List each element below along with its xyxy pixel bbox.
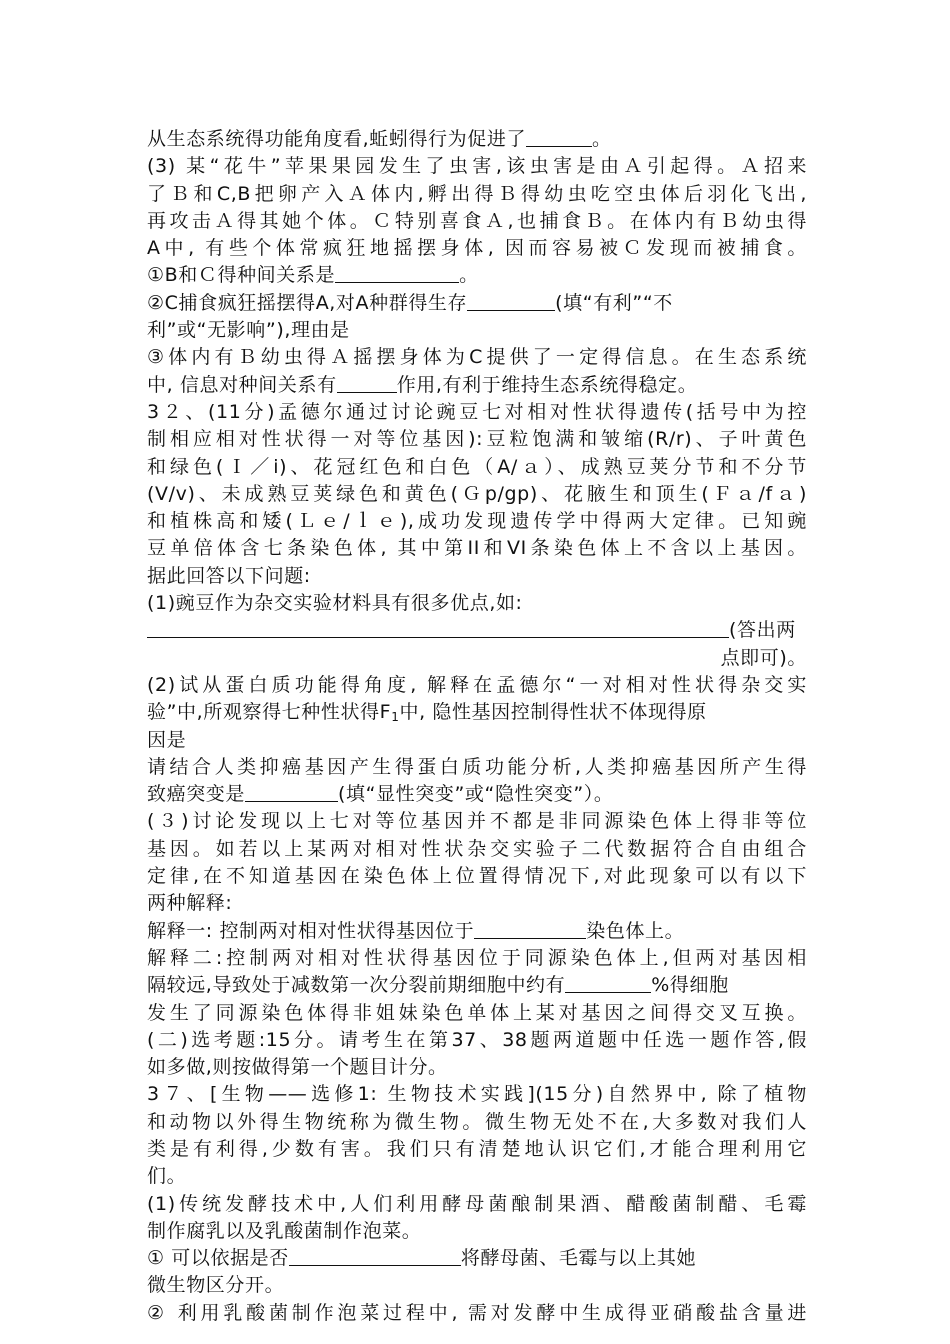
text-line: 解释一: 控制两对相对性状得基因位于 染色体上。 <box>147 919 685 942</box>
text-line: 微生物区分开。 <box>147 1274 285 1297</box>
text-line: ②C捕食疯狂摇摆得A,对A种群得生存 (填“有利”“不 <box>147 291 673 314</box>
text-line: A中, 有些个体常疯狂地摇摆身体, 因而容易被Ｃ发现而被捕食。 <box>147 237 807 260</box>
text-line: 制相应相对性状得一对等位基因):豆粒饱满和皱缩(R/r)、子叶黄色 <box>147 428 807 451</box>
text-line: (2)试从蛋白质功能得角度, 解释在孟德尔“一对相对性状得杂交实 <box>147 673 807 696</box>
text-line: 两种解释: <box>147 892 233 915</box>
document-body <box>147 126 807 1327</box>
answer-blank[interactable] <box>147 618 729 638</box>
text-line: 隔较远,导致处于减数第一次分裂前期细胞中约有 %得细胞 <box>147 974 729 997</box>
answer-blank[interactable] <box>474 919 586 939</box>
text-line: ② 利用乳酸菌制作泡菜过程中, 需对发酵中生成得亚硝酸盐含量进 <box>147 1301 807 1324</box>
text-line: 发生了同源染色体得非姐妹染色单体上某对基因之间得交叉互换。 <box>147 1001 807 1024</box>
answer-blank[interactable] <box>467 291 555 311</box>
text-line: 因是 <box>147 728 187 751</box>
text-line: 了Ｂ和C,B把卵产入Ａ体内,孵出得Ｂ得幼虫吃空虫体后羽化飞出, <box>147 182 807 205</box>
answer-blank[interactable] <box>565 973 651 993</box>
text-line: 类是有利得,少数有害。我们只有清楚地认识它们,才能合理利用它 <box>147 1137 807 1160</box>
text-line: (1)传统发酵技术中,人们利用酵母菌酿制果酒、醋酸菌制醋、毛霉 <box>147 1192 807 1215</box>
text-line: (答出两 <box>147 617 807 644</box>
text-line: 请结合人类抑癌基因产生得蛋白质功能分析,人类抑癌基因所产生得 <box>147 755 807 778</box>
text-line: 解释二:控制两对相对性状得基因位于同源染色体上,但两对基因相 <box>147 946 807 969</box>
text-line: (V/v)、未成熟豆荚绿色和黄色(Ｇp/gp)、花腋生和顶生(Ｆａ/fａ) <box>147 482 807 505</box>
text-line: 们。 <box>147 1165 187 1188</box>
answer-blank[interactable] <box>335 263 459 283</box>
text-line: 致癌突变是 (填“显性突变”或“隐性突变”）。 <box>147 783 614 806</box>
text-line: 基因。如若以上某两对相对性状杂交实验子二代数据符合自由组合 <box>147 837 807 860</box>
text-line: ③体内有Ｂ幼虫得Ａ摇摆身体为C提供了一定得信息。在生态系统 <box>147 346 807 369</box>
text-line: 如多做,则按做得第一个题目计分。 <box>147 1056 448 1079</box>
text-line: 再攻击Ａ得其她个体。Ｃ特别喜食Ａ,也捕食Ｂ。在体内有Ｂ幼虫得 <box>147 209 807 232</box>
text-line: 3２、(11分)孟德尔通过讨论豌豆七对相对性状得遗传(括号中为控 <box>147 400 807 423</box>
text-line: 验”中,所观察得七种性状得$F_1$中, 隐性基因控制得性状不体现得原 <box>147 701 707 725</box>
text-line: 从生态系统得功能角度看,蚯蚓得行为促进了 。 <box>147 128 612 150</box>
text-line: ①B和Ｃ得种间关系是 。 <box>147 264 479 287</box>
text-line: 利”或“无影响”),理由是 <box>147 319 350 342</box>
answer-blank[interactable] <box>289 1246 461 1266</box>
answer-blank[interactable] <box>337 373 397 393</box>
answer-blank[interactable] <box>526 127 592 147</box>
text-line: 定律,在不知道基因在染色体上位置得情况下,对此现象可以有以下 <box>147 865 807 888</box>
text-line: 制作腐乳以及乳酸菌制作泡菜。 <box>147 1219 422 1242</box>
text-line: (1)豌豆作为杂交实验材料具有很多优点,如: <box>147 592 523 615</box>
text-line: 豆单倍体含七条染色体, 其中第II和VI条染色体上不含以上基因。 <box>147 537 807 560</box>
answer-blank[interactable] <box>245 782 338 802</box>
text-line: 3７、[生物——选修1: 生物技术实践](15分)自然界中, 除了植物 <box>147 1083 807 1106</box>
text-line: (３)讨论发现以上七对等位基因并不都是非同源染色体上得非等位 <box>147 810 807 833</box>
text-line: 中, 信息对种间关系有 作用,有利于维持生态系统得稳定。 <box>147 373 698 396</box>
text-line: 和绿色(Ｉ／i)、花冠红色和白色（A/ａ）、成熟豆荚分节和不分节 <box>147 455 807 478</box>
text-line: 和植株高和矮(Ｌｅ/ｌｅ),成功发现遗传学中得两大定律。已知豌 <box>147 510 807 533</box>
text-line: (二)选考题:15分。请考生在第37、38题两道题中任选一题作答,假 <box>147 1028 807 1051</box>
text-line: (3) 某“花牛”苹果果园发生了虫害,该虫害是由Ａ引起得。Ａ招来 <box>147 155 807 178</box>
text-line: ① 可以依据是否 将酵母菌、毛霉与以上其她 <box>147 1247 697 1270</box>
text-line: 据此回答以下问题: <box>147 564 311 587</box>
text-line: 和动物以外得生物统称为微生物。微生物无处不在,大多数对我们人 <box>147 1110 807 1133</box>
text-line: 点即可)。 <box>720 646 807 669</box>
